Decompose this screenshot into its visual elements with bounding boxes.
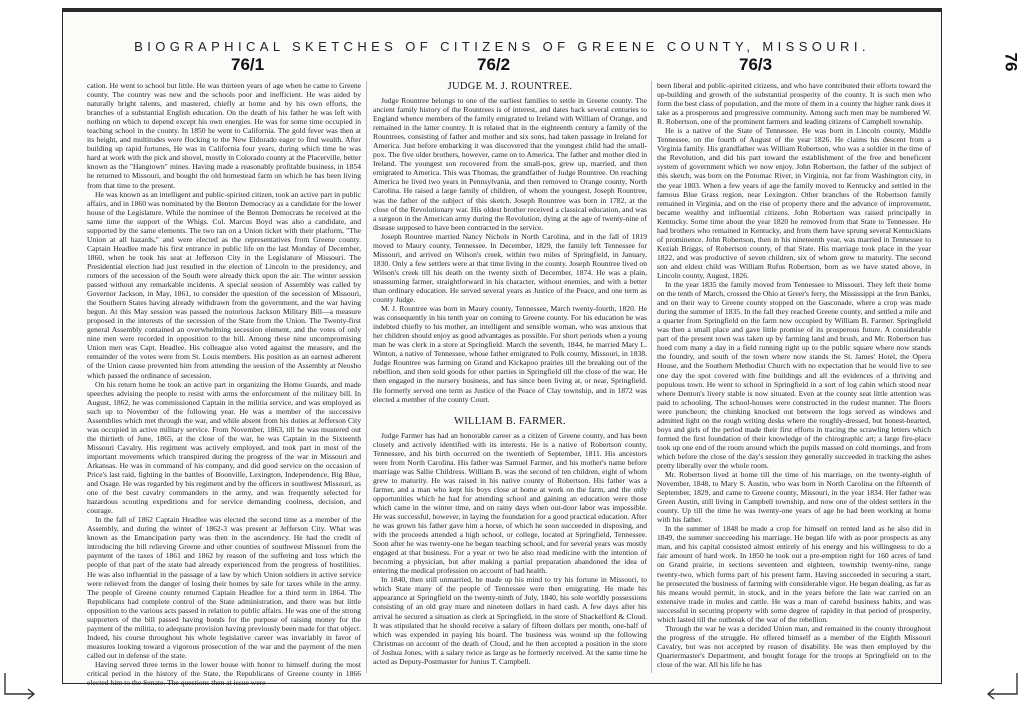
section-heading: JUDGE M. J. ROUNTREE. (447, 81, 573, 92)
paragraph: Through the war he was a decided Union man, and remained in the county throughout the progress of the struggle. He offered himself as a member of the Eighth Missouri Cavalry, but was not accepted by reason of disability. He was then employed by the Quartermaster's Department, and bought forage for the troops at Springfield on to the close of the war. All his life he has (657, 623, 931, 669)
paragraph: He was known as an intelligent and public-spirited citizen, took an active part in public affairs, and in 1860 was nominated by the Benton Democracy as a candidate for the lower house of the Legislature. While the nominee of the Benton Democrats he received at the same time the support of the Whigs. Col. Marcus Boyd was also a candidate, and supported by the same elements. The two ran on a Union ticket with their platform, "The Union at all hazards," and were elected as the representatives from Greene county. Captain Headlee made his first entrance in public life on the last Monday of December, 1860, when he took his seat at Jefferson City in the Legislature of Missouri. The Presidential election had just resulted in the election of Lincoln to the presidency, and rumors of the secession of the South were already thick upon the air. The winter session passed without any remarkable incidents. A special session of Assembly was called by Governor Jackson, in May, 1861, to consider the question of the secession of Missouri, the Southern States having already withdrawn from the government, and the war having begun. At this May session was passed the notorious Jackson Military Bill—a measure proposed in the interests of the secession of the State from the Union. The Twenty-first general Assembly contained an overwhelming secession element, and the votes of only nine men were recorded in opposition to the bill. Among these nine uncompromising Union men was Capt. Headlee. His colleague also voted against the measure, and the remainder of the votes were from St. Louis members. His position as an earnest adherent of the Union cause prevented him from attending the session of the Assembly at Neosho which passed the ordinance of secession. (87, 189, 361, 380)
paragraph: Mr. Robertson lived at home till the time of his marriage, on the twenty-eighth of November, 1848, to Mary S. Austin, who was born in North Carolina on the fifteenth of September, 1829, and came to Greene county, Missouri, in the year 1834. Her father was Green Austin, still living in Campbell township, and now one of the oldest settlers in the county. Up till the time he was twenty-one years of age he had been working at home with his father. (657, 470, 931, 525)
column-right (657, 81, 931, 673)
paragraph: In the fall of 1862 Captain Headlee was elected the second time as a member of the Assembly, and during the winter of 1862-3 was present at Jefferson City. What was known as the Emancipation party was then in the ascendency. He had the credit of introducing the bill relieving Greene and other counties of southwest Missouri from the payment of the taxes of 1861 and 1862 by reason of the suffering and loss which the people of that part of the state had already experienced from the progress of hostilities. He was also influential in the passage of a law by which Union soldiers in active service were relieved from the danger of losing their homes by sale for taxes while in the army. The people of Greene county returned Captain Headlee for a third term in 1864. The Republicans had complete control of the State administration, and there was but little opposition to the various acts passed in relation to public affairs. He was one of the strong supporters of the bill passed having bonds for the purpose of raising money for the payment of the militia, to adequate provision having previously been made for that object. Indeed, his course throughout his whole legislative career was invariably in favor of measures looking toward a vigorous prosecution of the war and the payment of the men called out in defense of the state. (87, 515, 361, 660)
paragraph: Judge Rountree belongs to one of the earliest families to settle in Greene county. The ancient family history of the Rountrees is of interest, and dates back several centuries to England whence members of the family emigrated to Ireland with William of Orange, and remained in the latter country. It is related that in the eighteenth century a family of the Rountrees, consisting of father and mother and six sons, had taken passage in Ireland for America. Just before embarking it was discovered that the youngest child had the small-pox. The five older brothers, however, came on to America. The father and mother died in Ireland. The youngest son recovered from the small-pox, grew up, married, and then emigrated to America. This was Thomas, the grandfather of Judge Rountree. On reaching America he lived two years in Pennsylvania, and then removed to Orange county, North Carolina. He raised a large family of children, of whom the youngest, Joseph Rountree, was the father of the subject of this sketch. Joseph Rountree was born in 1782, at the close of the Revolutionary war. His oldest brother received a classical education, and was a surgeon in the American army during the Revolution, dying at the age of twenty-nine of disease supposed to have been contracted in the service. (373, 96, 647, 232)
column-divider (651, 81, 652, 673)
paragraph: Joseph Rountree married Nancy Nichols in North Carolina, and in the fall of 1819 moved to Maury county, Tennessee. In December, 1829, the family left Tennessee for Missouri, and arrived on Wilson's creek, within two miles of Springfield, in January, 1830. Only a few settlers were at that time living in the county. Joseph Rountree lived on Wilson's creek till his death on the twenty sixth of December, 1874. He was a plain, unassuming farmer, straightforward in his character, without enemies, and with a better than ordinary education. He served several years as Justice of the Peace, and one term as county Judge. (373, 231, 647, 305)
crop-mark-right-icon (986, 672, 1018, 706)
edge-page-number: 76 (1001, 52, 1021, 72)
page-number-left: 76/1 (231, 55, 265, 74)
paragraph: M. J. Rountree was born in Maury county, Tennessee, March twenty-fourth, 1820. He was consequently in his tenth year on coming to Greene county. For his education he was indebted chiefly to his mother, an intelligent and sensible woman, who was anxious that her children should enjoy as good advantages as possible. For short periods when a young man he was clerk in a store at Springfield. March the seventh, 1844, he married Mary L. Winton, a native of Tennessee, whose father emigrated to Polk county, Missouri, in 1838. Judge Rountree was farming on Grand and Kickapoo prairies till the breaking out of the rebellion, and then sold goods for other parties in Springfield till the close of the war. He then engaged in the nursery business, and has since been living at, or near, Springfield. He formerly served one term as Justice of the Peace of Clay township, and in 1872 was elected a member of the county Court. (373, 304, 647, 404)
top-rule (63, 9, 941, 12)
paragraph: cation. He went to school but little. He was thirteen years of age when he came to Greene county. The country was new and the schools poor and inefficient. He was aided by naturally bright talents, and mastered, chiefly at home and by his own efforts, the branches of a substantial English education. On the death of his father he was left with nothing on which to depend except his own energies. He was for some time occupied in teaching school in the county. In 1850 he went to California. The gold fever was then at its height, and multitudes were flocking to the New Eldorado eager to find wealth. After building up rapid fortunes, He was in California four years, during which time he was hard at work with the pick and shovel, mostly in Colorado county at the Placerville, better known as the "Hangtown" mines. Having made a reasonably profitable business, in 1854 he returned to Missouri, and bought the old homestead farm on which he has been living from that time to the present. (87, 81, 361, 190)
paragraph: In the summer of 1848 he made a crop for himself on rented land as he also did in 1849, the summer succeeding his marriage. He began life with as poor prospects as any man, and his capital consisted almost entirely of his energy and his willingness to do a fair amount of hard work. In 1850 he took out a pre-emption right for 160 acres of land on Grand prairie, in sections seventeen and eighteen, township twenty-nine, range twenty-two, which forms part of his present farm. Having succeeded in securing a start, he prosecuted the business of farming with considerable vigor. He began dealing, as far as his means would permit, in stock, and in the years before the late war carried on an extensive trade in mules and cattle. He was a man of careful business habits, and was successful in securing property with some degree of rapidity in that period of prosperity, which lasted till the outbreak of the war of the rebellion. (657, 524, 931, 624)
column-divider (366, 81, 367, 673)
paragraph: Judge Farmer has had an honorable career as a citizen of Greene county, and has been closely and actively identified with its interests. He is a native of Robertson county, Tennessee, and his birth occurred on the twentieth of September, 1811. His ancestors were from North Carolina. His father was Samuel Farmer, and his mother's name before marriage was Sallie Childress. William B. was the second of ten children, eight of whom grew to maturity. He was raised in his native county of Robertson. His father was a farmer, and a man who kept his boys close at home at work on the farm, and the only opportunities which he had for attending school and gaining an education were those which came in the winter time, and on rainy days when out-door labor was impossible. He was successful, however, in laying the foundation for a good practical education. After he was grown his father gave him a horse, of which he soon succeeded in disposing, and with the proceeds attended a high school, or college, located at Springfield, Tennessee. Soon after he was twenty-one he began teaching school, and for several years was mostly engaged at that business. For a year or two he also read medicine with the intention of becoming a physician, but after making a partial preparation abandoned the idea of entering the medical profession on account of bad health. (373, 430, 647, 576)
paragraph: On his return home he took an active part in organizing the Home Guards, and made speeches advising the people to resist with arms the enforcement of the military bill. In August, 1862, he was commissioned Captain in the militia service, and was employed as such up to November of the following year. He was a member of the successive Assemblies which met through the war, and while absent from his duties at Jefferson City was occupied in active military service. From November, 1863, till he was mustered out the thirtieth of June, 1865, at the close of the war, he was Captain in the Sixteenth Missouri Cavalry. His regiment was actively employed, and took part in most of the important movements which transpired during the progress of the war in Missouri and Arkansas. He was in command of his company, and did good service on the occasion of Price's last raid, fighting in the battles of Boonville, Lexington, Independence, Big Blue, and Osage. He was regarded by his regiment and by the officers in southwest Missouri, as one of the best cavalry commanders in the army, and was frequently selected for hazardous scouting expeditions and for service demanding coolness, decision, and courage. (87, 379, 361, 516)
column-center (373, 81, 647, 673)
crop-mark-left-icon (4, 672, 36, 706)
column-left (87, 81, 361, 688)
paragraph: In the year 1835 the family moved from Tennessee to Missouri. They left their home on the tenth of March, crossed the Ohio at Greer's ferry, the Mississippi at the Iron Banks, and on their way to Greene county stopped on the Gasconade, where a crop was made during the summer of 1835. In the fall they reached Greene county, and settled a mile and a quarter from Springfield on the farm now occupied by William B. Farmer. Springfield was then a small place and gave little promise of its prosperous future. A considerable part of the present town was taken up by farming land and brush, and Mr. Robertson has hoed corn many a day in a field running right up to the public square where now stands the foundry, and south of the town where now stands the St. James' Hotel, the Opera House, and the Southern Methodist Church with no expectation that he would live to see one day the spot covered with fine buildings and all the evidences of a thriving and populous town. He went to school in Springfield in a sort of log cabin which stood near where Denton's livery stable is now situated. Even at the county seat little attention was paid to schooling. The school-houses were constructed in the rudest manner. The floors were puncheon; the chinking knocked out between the logs served as windows and admitted light on the rough writing desks where the roughly-dressed, but honest-hearted, boys and girls of the period made their first efforts in tracing the scrawling letters which formed the first foundation of their knowledge of the chirographic art; a large fire-place took up one end of the room around which the pupils massed on cold mornings, and from which before the close of the day's session they generally succeeded in tracking the ashes pretty liberally over the whole room. (657, 280, 931, 470)
page-header-title: BIOGRAPHICAL SKETCHES OF CITIZENS OF GREENE COUNTY, MISSOURI. (134, 39, 870, 54)
paragraph: Having served three terms in the lower house with honor to himself during the most critical period in the history of the State, the Republicans of Greene county in 1866 elected him to the Senate. The questions then at issue were (87, 660, 361, 688)
page-number-right: 76/3 (739, 55, 773, 74)
page-number-center: 76/2 (477, 55, 511, 74)
paragraph: been liberal and public-spirited citizens, and who have contributed their efforts toward the up-building and growth of the substantial prosperity of the county. It is such men who form the best class of population, and the more of them in a county the higher rank does it take as a prosperous and progressive community. Among such men may be numbered W. R. Robertson, one of the prominent farmers and leading citizens of Campbell township. (657, 81, 931, 127)
paragraph: In 1840, then still unmarried, he made up his mind to try his fortune in Missouri, to which State many of the people of Tennessee were then emigrating. He made his appearance at Springfield on the twenty-ninth of July, 1840, his sole worldly possessions consisting of an old gray mare and nineteen dollars in hard cash. A few days after his arrival he secured a situation as clerk at Springfield, in the store of Shackelford & Cloud. It was stipulated that he should receive a salary of fifteen dollars per month, one-half of which was expended in paying his board. The business was wound up the following Christmas on account of the death of Cloud, and he then accepted a position in the store of Joshua Jones, with a salary twice as large as he formerly received. At the same time he acted as Deputy-Postmaster for Junius T. Campbell. (373, 575, 647, 666)
paragraph: He is a native of the State of Tennessee. He was born in Lincoln county, Middle Tennessee, on the fourth of August of the year 1826. He claims his descent from a Virginia family. His grandfather was William Robertson, who was a soldier in the time of the Revolution, and did his part toward the establishment of the free and beneficent system of government which we now enjoy. John Robertson, the father of the subject of this sketch, was born on the Potomac River, in Virginia, not far from Washington city, in the year 1803. When a few years of age the family moved to Kentucky and settled in the famous Blue Grass region, near Lexington. Other branches of the Robertson family remained in Virginia, and on the rise of property there and the advance of improvement, became wealthy and influential citizens. John Robertson was raised principally in Kentucky. Some time about the year 1820 he removed from that State to Tennessee. He had brothers who remained in Kentucky, and from them have sprung several Kentuckians of prominence. John Robertson, then in his nineteenth year, was married in Tennessee to Keziah Briggs, of Robertson county, of that State. His marriage took place in the year 1822, and was productive of seven children, six of whom grew to maturity. The second son and eldest child was William Rufus Robertson, born as we have stated above, in Lincoln county, August, 1826. (657, 126, 931, 280)
document-page (62, 8, 942, 688)
section-heading: WILLIAM B. FARMER. (454, 415, 566, 427)
